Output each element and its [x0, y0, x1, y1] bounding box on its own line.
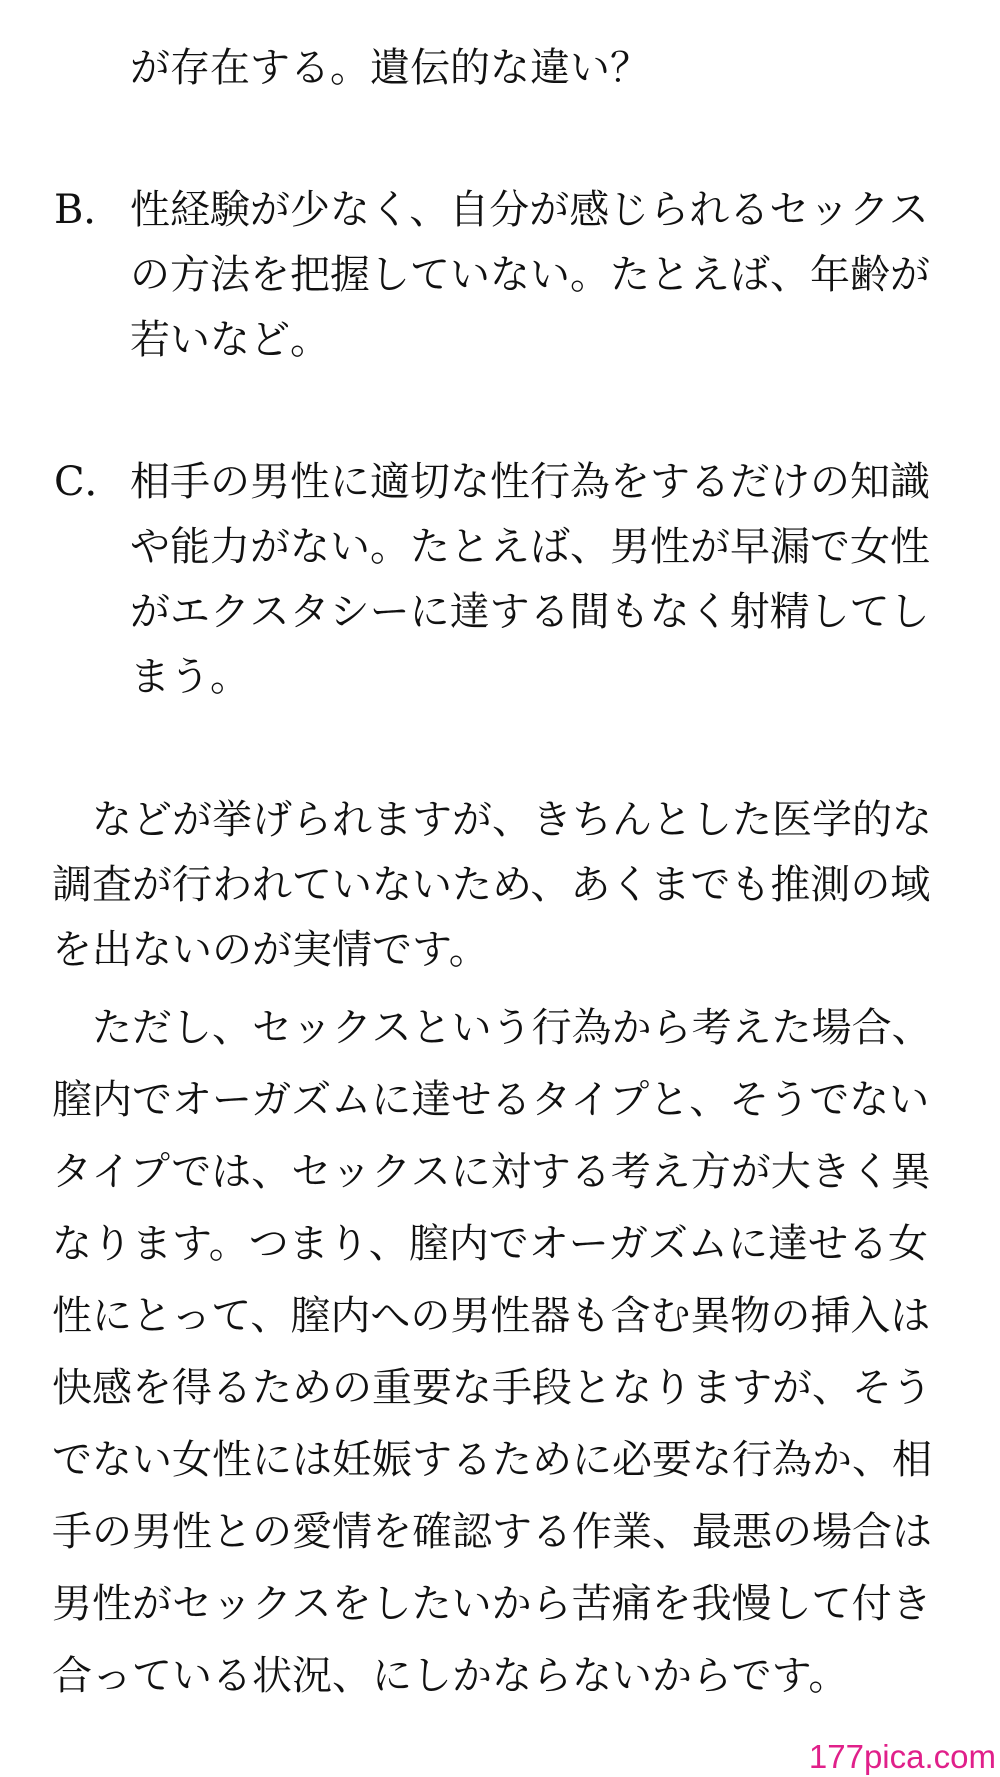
list-b-line-3: 若いなど。: [130, 317, 330, 363]
paragraph-1-line-3: を出ないのが実情です。: [52, 927, 489, 973]
list-a-line-1: が存在する。遺伝的な違い？: [130, 45, 650, 91]
paragraph-2-line-5: 性にとって、膣内への男性器も含む異物の挿入は: [52, 1293, 931, 1339]
paragraph-2-line-1: ただし、セックスという行為から考えた場合、: [92, 1005, 932, 1051]
list-c-line-3: がエクスタシーに達する間もなく射精してし: [130, 589, 930, 635]
list-b-line-2: の方法を把握していない。たとえば、年齢が: [130, 252, 930, 298]
list-c-line-4: まう。: [130, 654, 250, 700]
watermark-text: 177pica.com: [808, 1738, 996, 1775]
list-b-line-1: 性経験が少なく、自分が感じられるセックス: [130, 187, 929, 233]
paragraph-2-line-10: 合っている状況、にしかならないからです。: [52, 1653, 849, 1699]
paragraph-1-line-1: などが挙げられますが、きちんとした医学的な: [92, 797, 932, 843]
list-c-marker: C．: [54, 459, 125, 505]
paragraph-2-line-9: 男性がセックスをしたいから苦痛を我慢して付き: [52, 1581, 932, 1627]
paragraph-2-line-8: 手の男性との愛情を確認する作業、最悪の場合は: [52, 1509, 932, 1555]
paragraph-2-line-2: 膣内でオーガズムに達せるタイプと、そうでない: [52, 1077, 930, 1123]
paragraph-1-line-2: 調査が行われていないため、あくまでも推測の域: [52, 862, 931, 908]
paragraph-2-line-3: タイプでは、セックスに対する考え方が大きく異: [52, 1149, 931, 1195]
list-b-marker: B．: [54, 187, 124, 233]
paragraph-2-line-6: 快感を得るための重要な手段となりますが、そう: [52, 1365, 932, 1411]
list-c-line-1: 相手の男性に適切な性行為をするだけの知識: [130, 459, 930, 505]
list-c-line-2: や能力がない。たとえば、男性が早漏で女性: [130, 524, 930, 570]
paragraph-2-line-4: なります。つまり、膣内でオーガズムに達せる女: [52, 1221, 928, 1267]
paragraph-2-line-7: でない女性には妊娠するために必要な行為か、相: [52, 1437, 932, 1483]
